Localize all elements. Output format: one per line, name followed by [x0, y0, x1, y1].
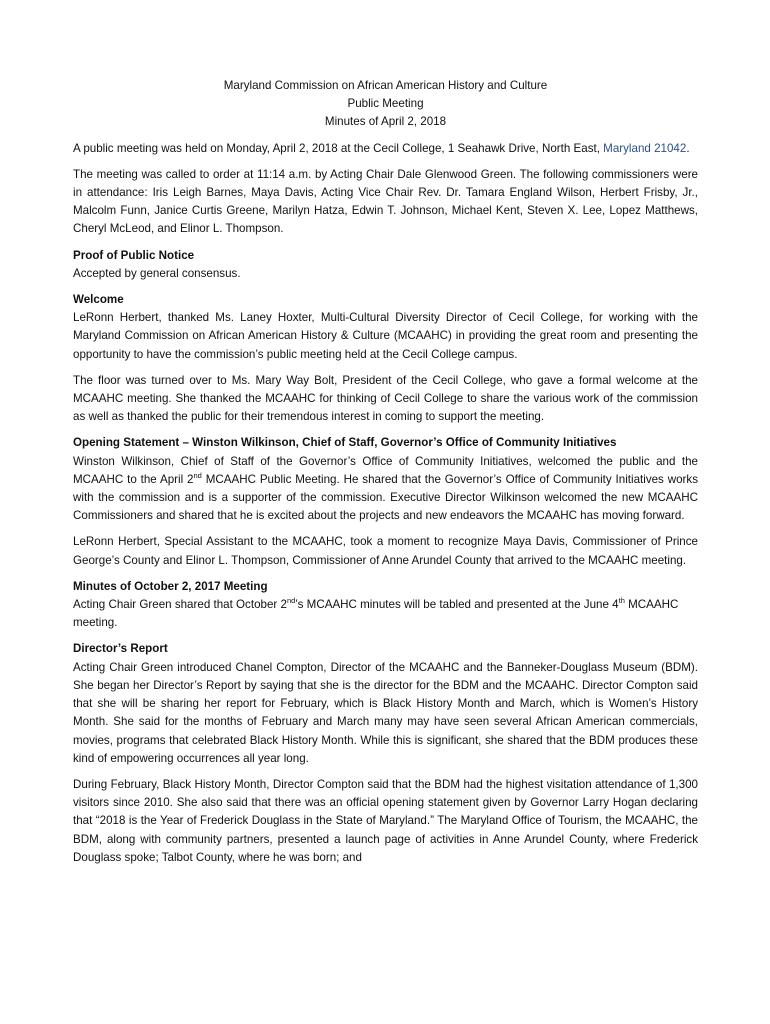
minutes-text-a: Acting Chair Green shared that October 2	[73, 598, 287, 612]
minutes-section	[73, 578, 698, 633]
opening-statement-heading: Opening Statement – Winston Wilkinson, Chief of Staff, Governor’s Office of Community Initiatives	[73, 436, 617, 450]
welcome-paragraph-1: LeRonn Herbert, thanked Ms. Laney Hoxter, Multi-Cultural Diversity Director of Cecil College, for working with the Maryland Commission on African American History & Culture (MCAAHC) in providing the great room and presenting the opportunity to have the commission’s public meeting held at the Cecil College campus.	[73, 311, 698, 361]
public-notice-text: Accepted by general consensus.	[73, 266, 241, 280]
opening-text-b: MCAAHC Public Meeting. He shared that the Governor’s Office of Community Initiatives works with the commission and is a supporter of the commission. Executive Director Wilkinson welcomed the new MCAAHC Commissioners and shared that he is excited about the projects and new endeavors the MCAAHC has moving forward.	[73, 472, 698, 523]
public-notice-section	[73, 247, 698, 283]
attendance-paragraph: The meeting was called to order at 11:14 a.m. by Acting Chair Dale Glenwood Green. The following commissioners were in attendance: Iris Leigh Barnes, Maya Davis, Acting Vice Chair Rev. Dr. Tamara England Wilson, Herbert Frisby, Jr., Malcolm Funn, Janice Curtis Greene, Marilyn Hatza, Edwin T. Johnson, Michael Kent, Steven X. Lee, Lopez Matthews, Cheryl McLeod, and Elinor L. Thompson.	[73, 167, 698, 236]
location-text: Maryland 21042	[603, 141, 687, 155]
directors-report-paragraph-1: Acting Chair Green introduced Chanel Compton, Director of the MCAAHC and the Banneker-Douglass Museum (BDM). She began her Director’s Report by saying that she is the director for the BDM and the MCAAHC. Director Compton said that she will be sharing her report for February, which is Black History Month and March, which is Women’s History Month. She said for the months of February and March many may have seen several African American commercials, movies, programs that celebrated Black History Month. While this is significant, she shared that the BDM produces these kind of empowering occurrences all year long.	[73, 660, 698, 765]
commission-title: Maryland Commission on African American History and Culture	[223, 79, 548, 92]
opening-statement-section	[73, 434, 698, 569]
minutes-paragraph	[73, 596, 698, 632]
ordinal-suffix: nd	[193, 471, 202, 480]
minutes-heading: Minutes of October 2, 2017 Meeting	[73, 579, 268, 593]
minutes-date: Minutes of April 2, 2018	[324, 115, 447, 129]
opening-paragraph-1	[73, 453, 698, 526]
welcome-heading: Welcome	[73, 293, 124, 307]
directors-report-paragraph-2: During February, Black History Month, Director Compton said that the BDM had the highest visitation attendance of 1,300 visitors since 2010. She also said that there was an official opening statement given by Governor Larry Hogan declaring that “2018 is the Year of Frederick Douglass in the State of Maryland.” The Maryland Office of Tourism, the MCAAHC, the BDM, along with community partners, presented a launch page of activities in Anne Arundel County, where Frederick Douglass spoke; Talbot County, where he was born; and	[73, 777, 698, 864]
minutes-text-b: ’s MCAAHC minutes will be tabled and presented at the June 4	[295, 598, 619, 612]
directors-report-section	[73, 640, 698, 866]
meeting-type: Public Meeting	[347, 97, 424, 111]
opening-paragraph-2: LeRonn Herbert, Special Assistant to the MCAAHC, took a moment to recognize Maya Davis, Commissioner of Prince George’s County and Elinor L. Thompson, Commissioner of Anne Arundel County that arrived to the MCAAHC meeting.	[73, 535, 698, 567]
document-header	[73, 77, 698, 132]
public-notice-heading: Proof of Public Notice	[73, 248, 195, 262]
ordinal-suffix-1: nd	[286, 596, 296, 606]
minutes-text-c: MCAAHC meeting.	[73, 598, 679, 630]
welcome-section	[73, 291, 698, 426]
ordinal-suffix-2: th	[618, 596, 625, 606]
directors-report-heading: Director’s Report	[73, 642, 168, 656]
welcome-paragraph-2: The floor was turned over to Ms. Mary Way Bolt, President of the Cecil College, who gave a formal welcome at the MCAAHC meeting. She thanked the MCAAHC for thinking of Cecil College to share the various work of the commission as well as thanked the public for their tremendous interest in coming to support the meeting.	[73, 373, 698, 424]
intro-end: .	[686, 141, 690, 155]
intro-paragraph	[73, 140, 698, 158]
intro-text: A public meeting was held on Monday, April 2, 2018 at the Cecil College, 1 Seahawk Drive, North East,	[73, 141, 604, 155]
opening-text-a: Winston Wilkinson, Chief of Staff of the Governor’s Office of Community Initiatives, welcomed the public and the MCAAHC to the April 2	[73, 454, 698, 486]
